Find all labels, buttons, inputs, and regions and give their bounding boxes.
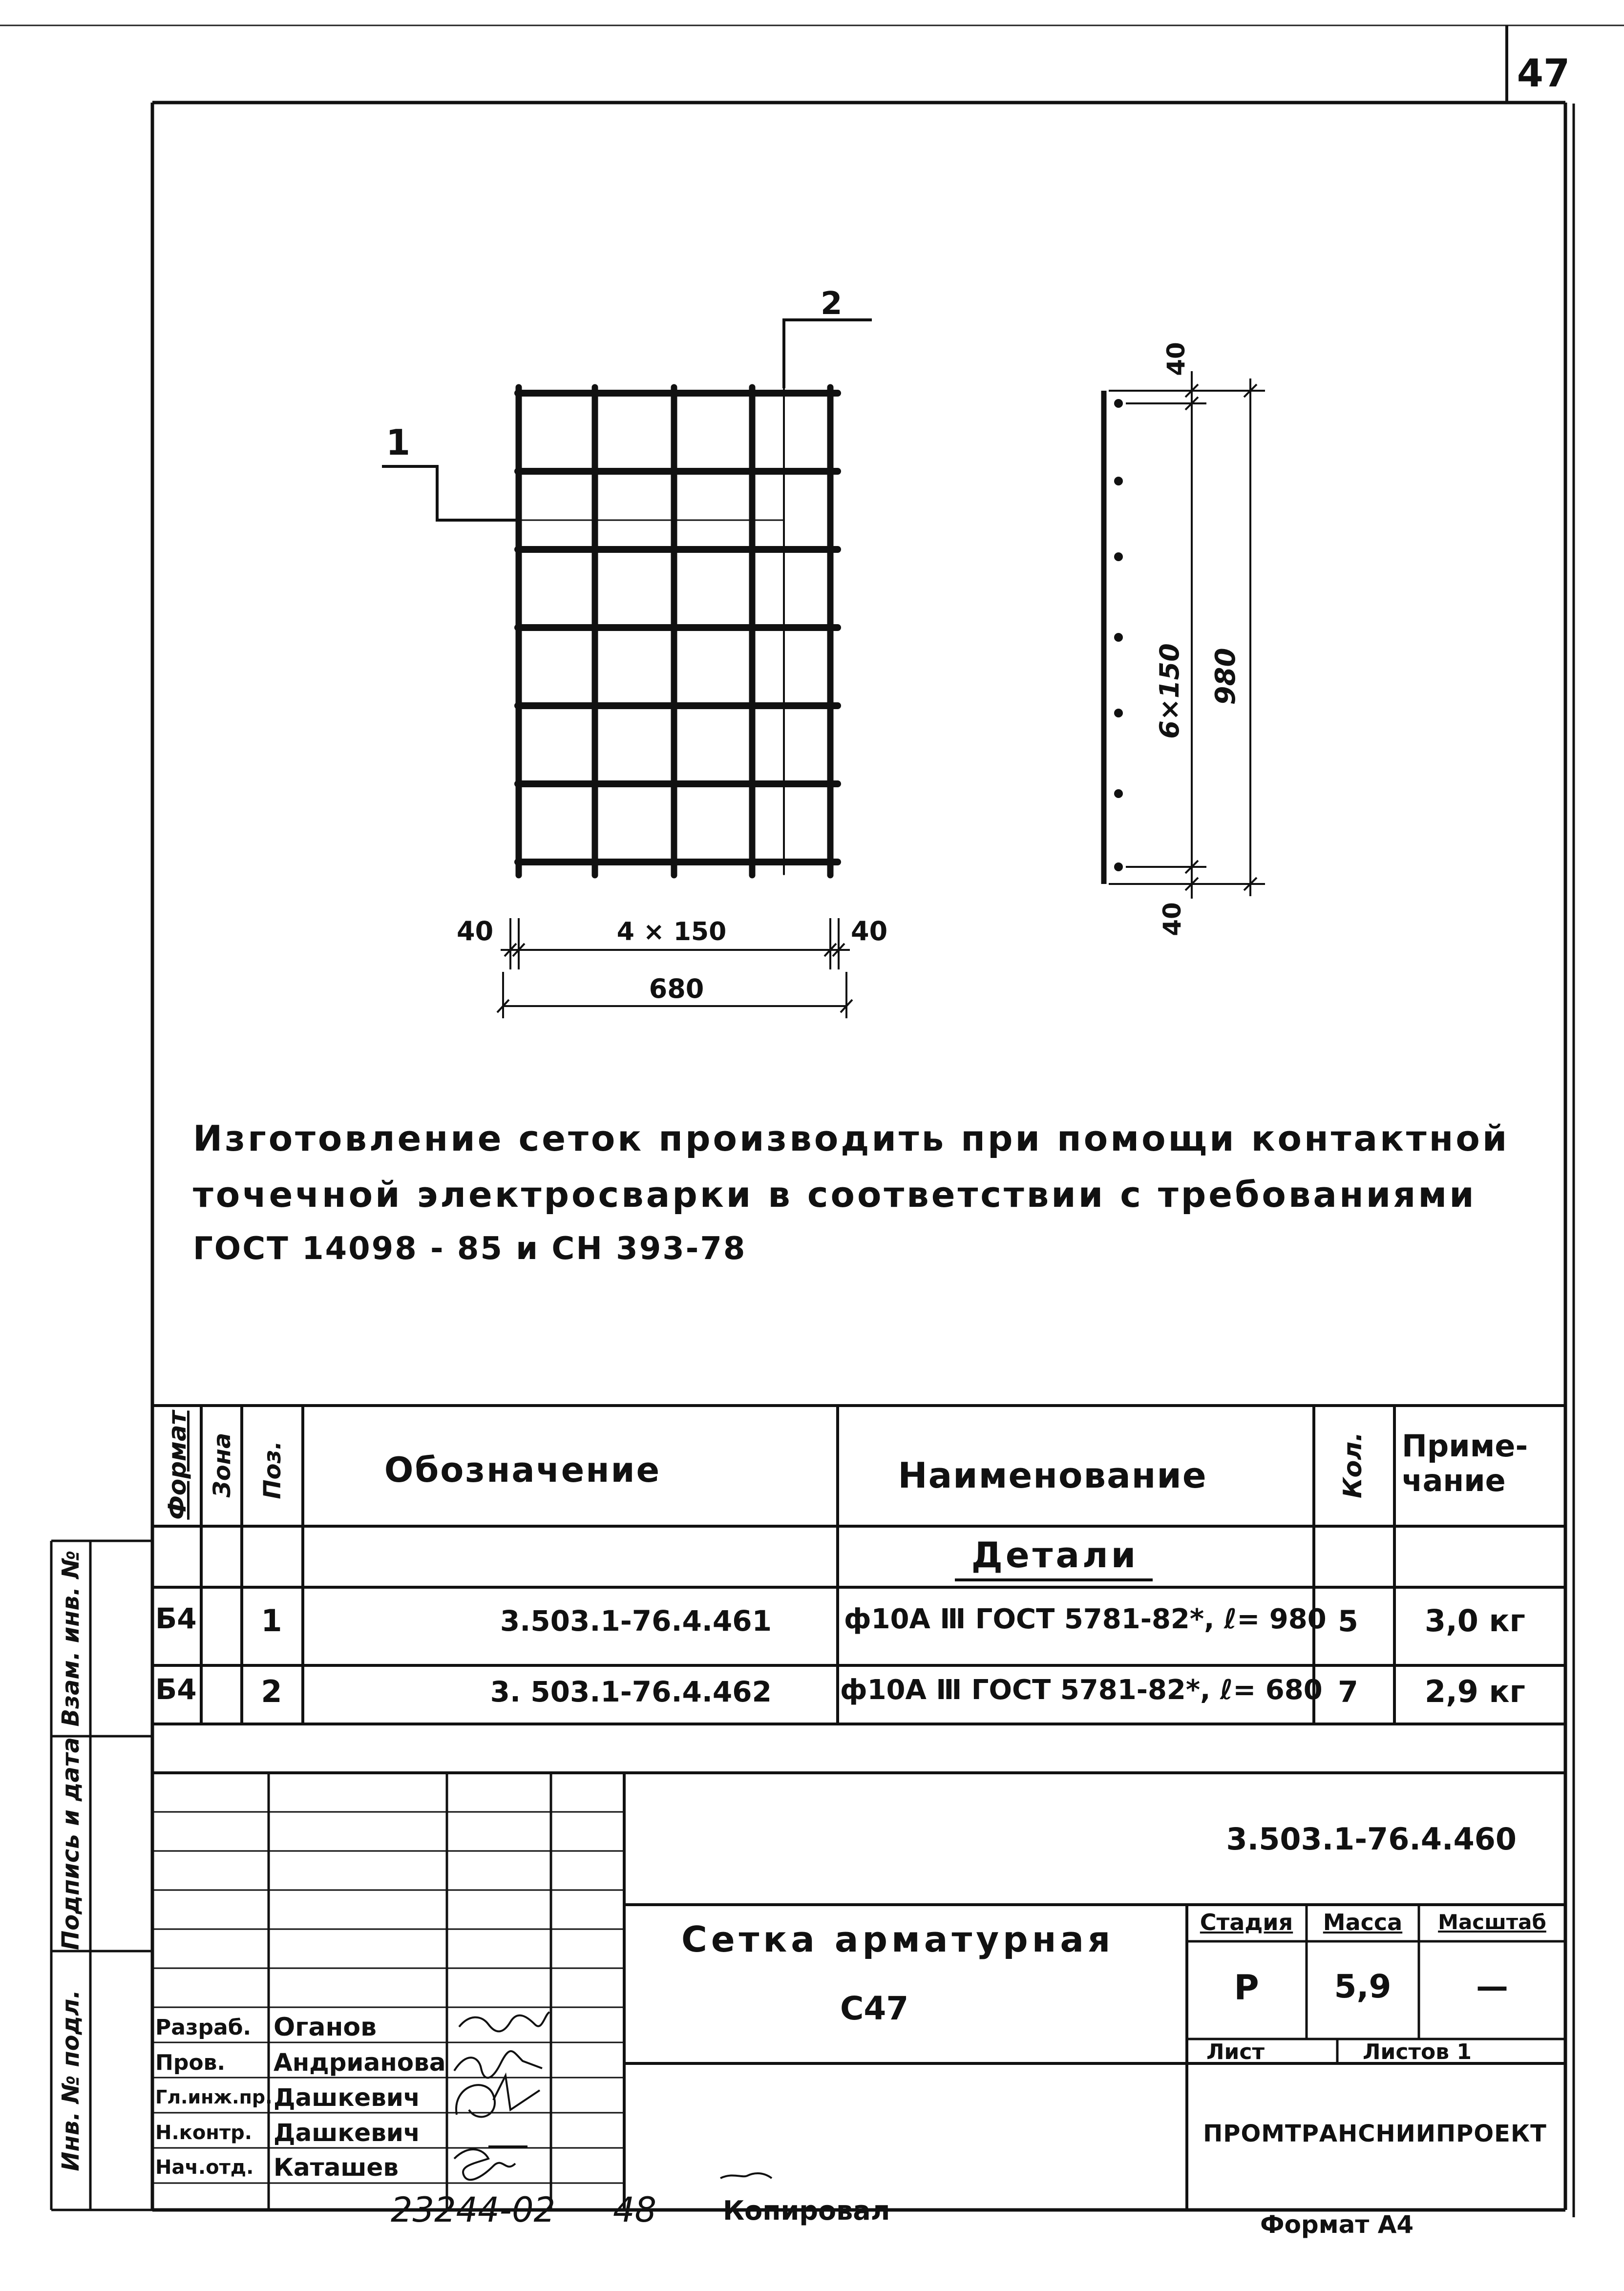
dim-total-vertical: 980: [1210, 648, 1242, 705]
row2-quantity: 7: [1338, 1675, 1358, 1709]
stage-label: Стадия: [1200, 1909, 1293, 1935]
section-title: Детали: [971, 1534, 1139, 1576]
scale-value: —: [1476, 1968, 1508, 2005]
dim-left-margin: 40: [457, 916, 494, 946]
copy-sign-mark: [720, 2173, 772, 2178]
role-prov: Пров.: [155, 2050, 226, 2075]
sheet-label: Лист: [1206, 2039, 1265, 2064]
person-prov: Андрианова: [274, 2048, 446, 2077]
person-n-kontr: Дашкевич: [274, 2119, 421, 2147]
side-podpis-data: Подпись и дата: [57, 1737, 84, 1950]
row2-name: ф10А Ⅲ ГОСТ 5781-82*, ℓ= 680: [840, 1674, 1323, 1706]
archive-sheet: 48: [613, 2190, 657, 2230]
mesh-plan: [513, 386, 838, 875]
role-nach-otd: Нач.отд.: [155, 2156, 254, 2179]
person-razrab: Оганов: [274, 2013, 377, 2042]
row2-format: Б4: [155, 1673, 197, 1706]
position-mark-1: 1: [386, 422, 411, 463]
header-zone: Зона: [209, 1432, 236, 1498]
dim-spacing-horizontal: 4 × 150: [616, 917, 727, 946]
mass-label: Масса: [1323, 1909, 1403, 1935]
format-label: Формат А4: [1260, 2210, 1414, 2239]
stage-value: Р: [1234, 1968, 1259, 2008]
person-nach-otd: Каташев: [274, 2153, 399, 2182]
row1-position: 1: [261, 1603, 282, 1639]
title-line-2: С47: [840, 1990, 909, 2027]
page-number: 47: [1517, 52, 1570, 96]
dim-spacing-vertical: 6×150: [1154, 643, 1185, 739]
header-note: Приме-чание: [1402, 1428, 1528, 1499]
leader-1: [382, 466, 520, 520]
copied-label: Копировал: [723, 2195, 890, 2226]
header-name: Наименование: [898, 1455, 1207, 1496]
signatures: [454, 2012, 549, 2180]
role-n-kontr: Н.контр.: [155, 2122, 252, 2144]
header-quantity: Кол.: [1338, 1431, 1368, 1499]
title-line-1: Сетка арматурная: [681, 1919, 1115, 1960]
role-gl-inzh: Гл.инж.пр.: [155, 2086, 273, 2108]
row1-format: Б4: [155, 1602, 197, 1635]
note-line-3: ГОСТ 14098 - 85 и СН 393-78: [193, 1231, 747, 1267]
dim-vertical: [1109, 371, 1265, 899]
role-razrab: Разраб.: [155, 2015, 252, 2040]
note-line-1: Изготовление сеток производить при помощи контактной: [193, 1118, 1510, 1159]
dim-right-margin: 40: [851, 916, 888, 946]
archive-number: 23244-02: [391, 2190, 556, 2230]
dim-bottom-margin: 40: [1158, 902, 1186, 936]
mass-value: 5,9: [1334, 1968, 1392, 2005]
dim-top-margin: 40: [1162, 342, 1190, 376]
row1-note: 3,0 кг: [1425, 1603, 1525, 1639]
side-vzam-inv: Взам. инв. №: [57, 1550, 84, 1727]
doc-code: 3.503.1-76.4.460: [1226, 1821, 1517, 1857]
scale-label: Масштаб: [1438, 1910, 1546, 1934]
header-designation: Обозначение: [384, 1450, 661, 1490]
row2-designation: 3. 503.1-76.4.462: [490, 1675, 772, 1708]
row1-quantity: 5: [1338, 1604, 1358, 1639]
note-line-2: точечной электросварки в соответствии с требованиями: [193, 1174, 1476, 1215]
header-format: Формат: [163, 1410, 191, 1520]
row1-name: ф10А Ⅲ ГОСТ 5781-82*, ℓ= 980: [844, 1603, 1327, 1635]
organization: ПРОМТРАНСНИИПРОЕКТ: [1203, 2120, 1547, 2147]
row2-position: 2: [261, 1674, 282, 1709]
leader-2: [784, 320, 872, 388]
row2-note: 2,9 кг: [1425, 1674, 1525, 1709]
position-mark-2: 2: [821, 286, 843, 322]
sheets-label: Листов 1: [1363, 2039, 1472, 2064]
mesh-section: [1104, 391, 1123, 884]
person-gl-inzh: Дашкевич: [274, 2083, 421, 2112]
row1-designation: 3.503.1-76.4.461: [500, 1604, 772, 1638]
dim-total-horizontal: 680: [649, 973, 704, 1004]
side-inv-podl: Инв. № подл.: [57, 1990, 84, 2171]
header-position: Поз.: [259, 1441, 286, 1499]
